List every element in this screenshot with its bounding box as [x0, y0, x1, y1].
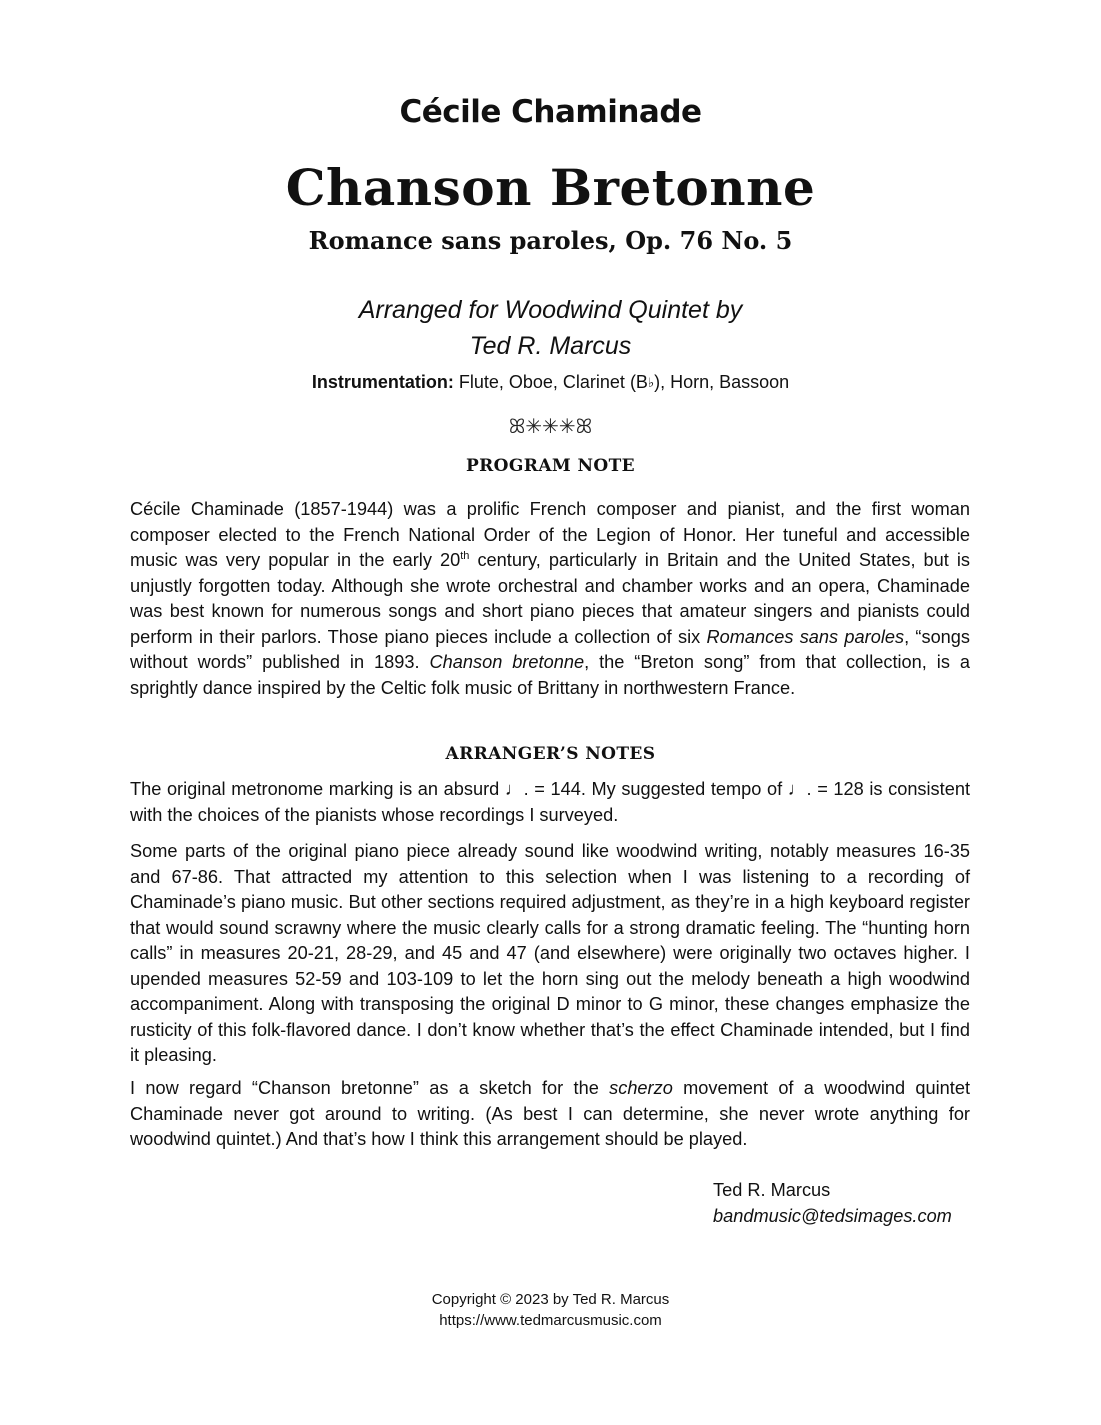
- copyright-line: Copyright © 2023 by Ted R. Marcus: [431, 1291, 670, 1308]
- arranged-line-1: Arranged for Woodwind Quintet by: [358, 296, 743, 324]
- signature-block: [713, 1177, 1033, 1229]
- program-note-heading: PROGRAM NOTE: [465, 456, 636, 476]
- italic-title: Romances sans paroles: [706, 626, 905, 647]
- arranged-line-2: Ted R. Marcus: [469, 332, 632, 360]
- ornament-divider: ꕤ✳✳✳ꕤ: [508, 414, 593, 438]
- text-run: movement of a woodwind quintet Chaminade never got around to writing. (As best I can determine, she never wrote anything for woodwind quintet.) And that’s how I think this arrangement should be played.: [130, 1078, 970, 1149]
- text-run: I now regard “Chanson bretonne” as a sketch for the: [130, 1078, 610, 1098]
- italic-term: scherzo: [609, 1078, 673, 1098]
- text-run: century, particularly in Britain and the United States, but is unjustly forgotten today. Although she wrote orchestral and chamber works and an opera, Chaminade was best known for numerous songs and short piano pieces that amateur singers and pianists could perform in their parlors. Those piano pieces include a collection of six: [130, 550, 970, 647]
- arranger-credit: [0, 292, 1101, 364]
- signature-email: bandmusic@tedsimages.com: [713, 1206, 952, 1226]
- instrumentation-label: Instrumentation:: [311, 372, 454, 392]
- arranger-notes-paragraph-2: Some parts of the original piano piece already sound like woodwind writing, notably measures 16-35 and 67-86. That attracted my attention to this selection when I was listening to a recording of Chaminade’s piano music. But other sections required adjustment, as they’re in a high keyboard register that would sound scrawny where the music clearly calls for a strong dramatic feeling. The “hunting horn calls” in measures 20-21, 28-29, and 45 and 47 (and elsewhere) were originally two octaves higher. I upended measures 52-59 and 103-109 to let the horn sing out the melody beneath a high woodwind accompaniment. Along with transposing the original D minor to G minor, these changes emphasize the rusticity of this folk-flavored dance. I don’t know whether that’s the effect Chaminade intended, but I find it pleasing.: [130, 841, 970, 1065]
- instrumentation-list-end: ), Horn, Bassoon: [654, 372, 790, 392]
- program-note-paragraph: [130, 497, 970, 701]
- footer: [0, 1289, 1101, 1331]
- composer-name: Cécile Chaminade: [399, 94, 702, 130]
- text-run: Cécile Chaminade (1857-1944) was a prolific French composer and pianist, and the first woman composer elected to the French National Order of the Legion of Honor. Her tuneful and accessible music was very popular in the early 20: [130, 499, 970, 570]
- text-run: , “songs without words” published in 1893.: [130, 626, 971, 672]
- website-url: https://www.tedmarcusmusic.com: [439, 1312, 662, 1329]
- instrumentation: [0, 372, 1101, 393]
- arranger-notes-paragraph-1: The original metronome marking is an absurd ♩. = 144. My suggested tempo of ♩. = 128 is consistent with the choices of the pianists whose recordings I surveyed.: [130, 779, 970, 825]
- signature-name: Ted R. Marcus: [713, 1180, 831, 1200]
- superscript: th: [460, 549, 470, 562]
- arranger-notes-heading: ARRANGER’S NOTES: [445, 744, 656, 764]
- subtitle: Romance sans paroles, Op. 76 No. 5: [308, 226, 793, 255]
- instrumentation-list-start: Flute, Oboe, Clarinet (B: [458, 372, 648, 392]
- page-title: Chanson Bretonne: [285, 158, 816, 217]
- flat-symbol: ♭: [647, 375, 655, 390]
- text-run: , the “Breton song” from that collection, is a sprightly dance inspired by the Celtic folk music of Brittany in northwestern France.: [130, 652, 970, 698]
- italic-title: Chanson bretonne: [429, 652, 585, 672]
- arranger-notes-paragraph-3: [130, 1076, 970, 1153]
